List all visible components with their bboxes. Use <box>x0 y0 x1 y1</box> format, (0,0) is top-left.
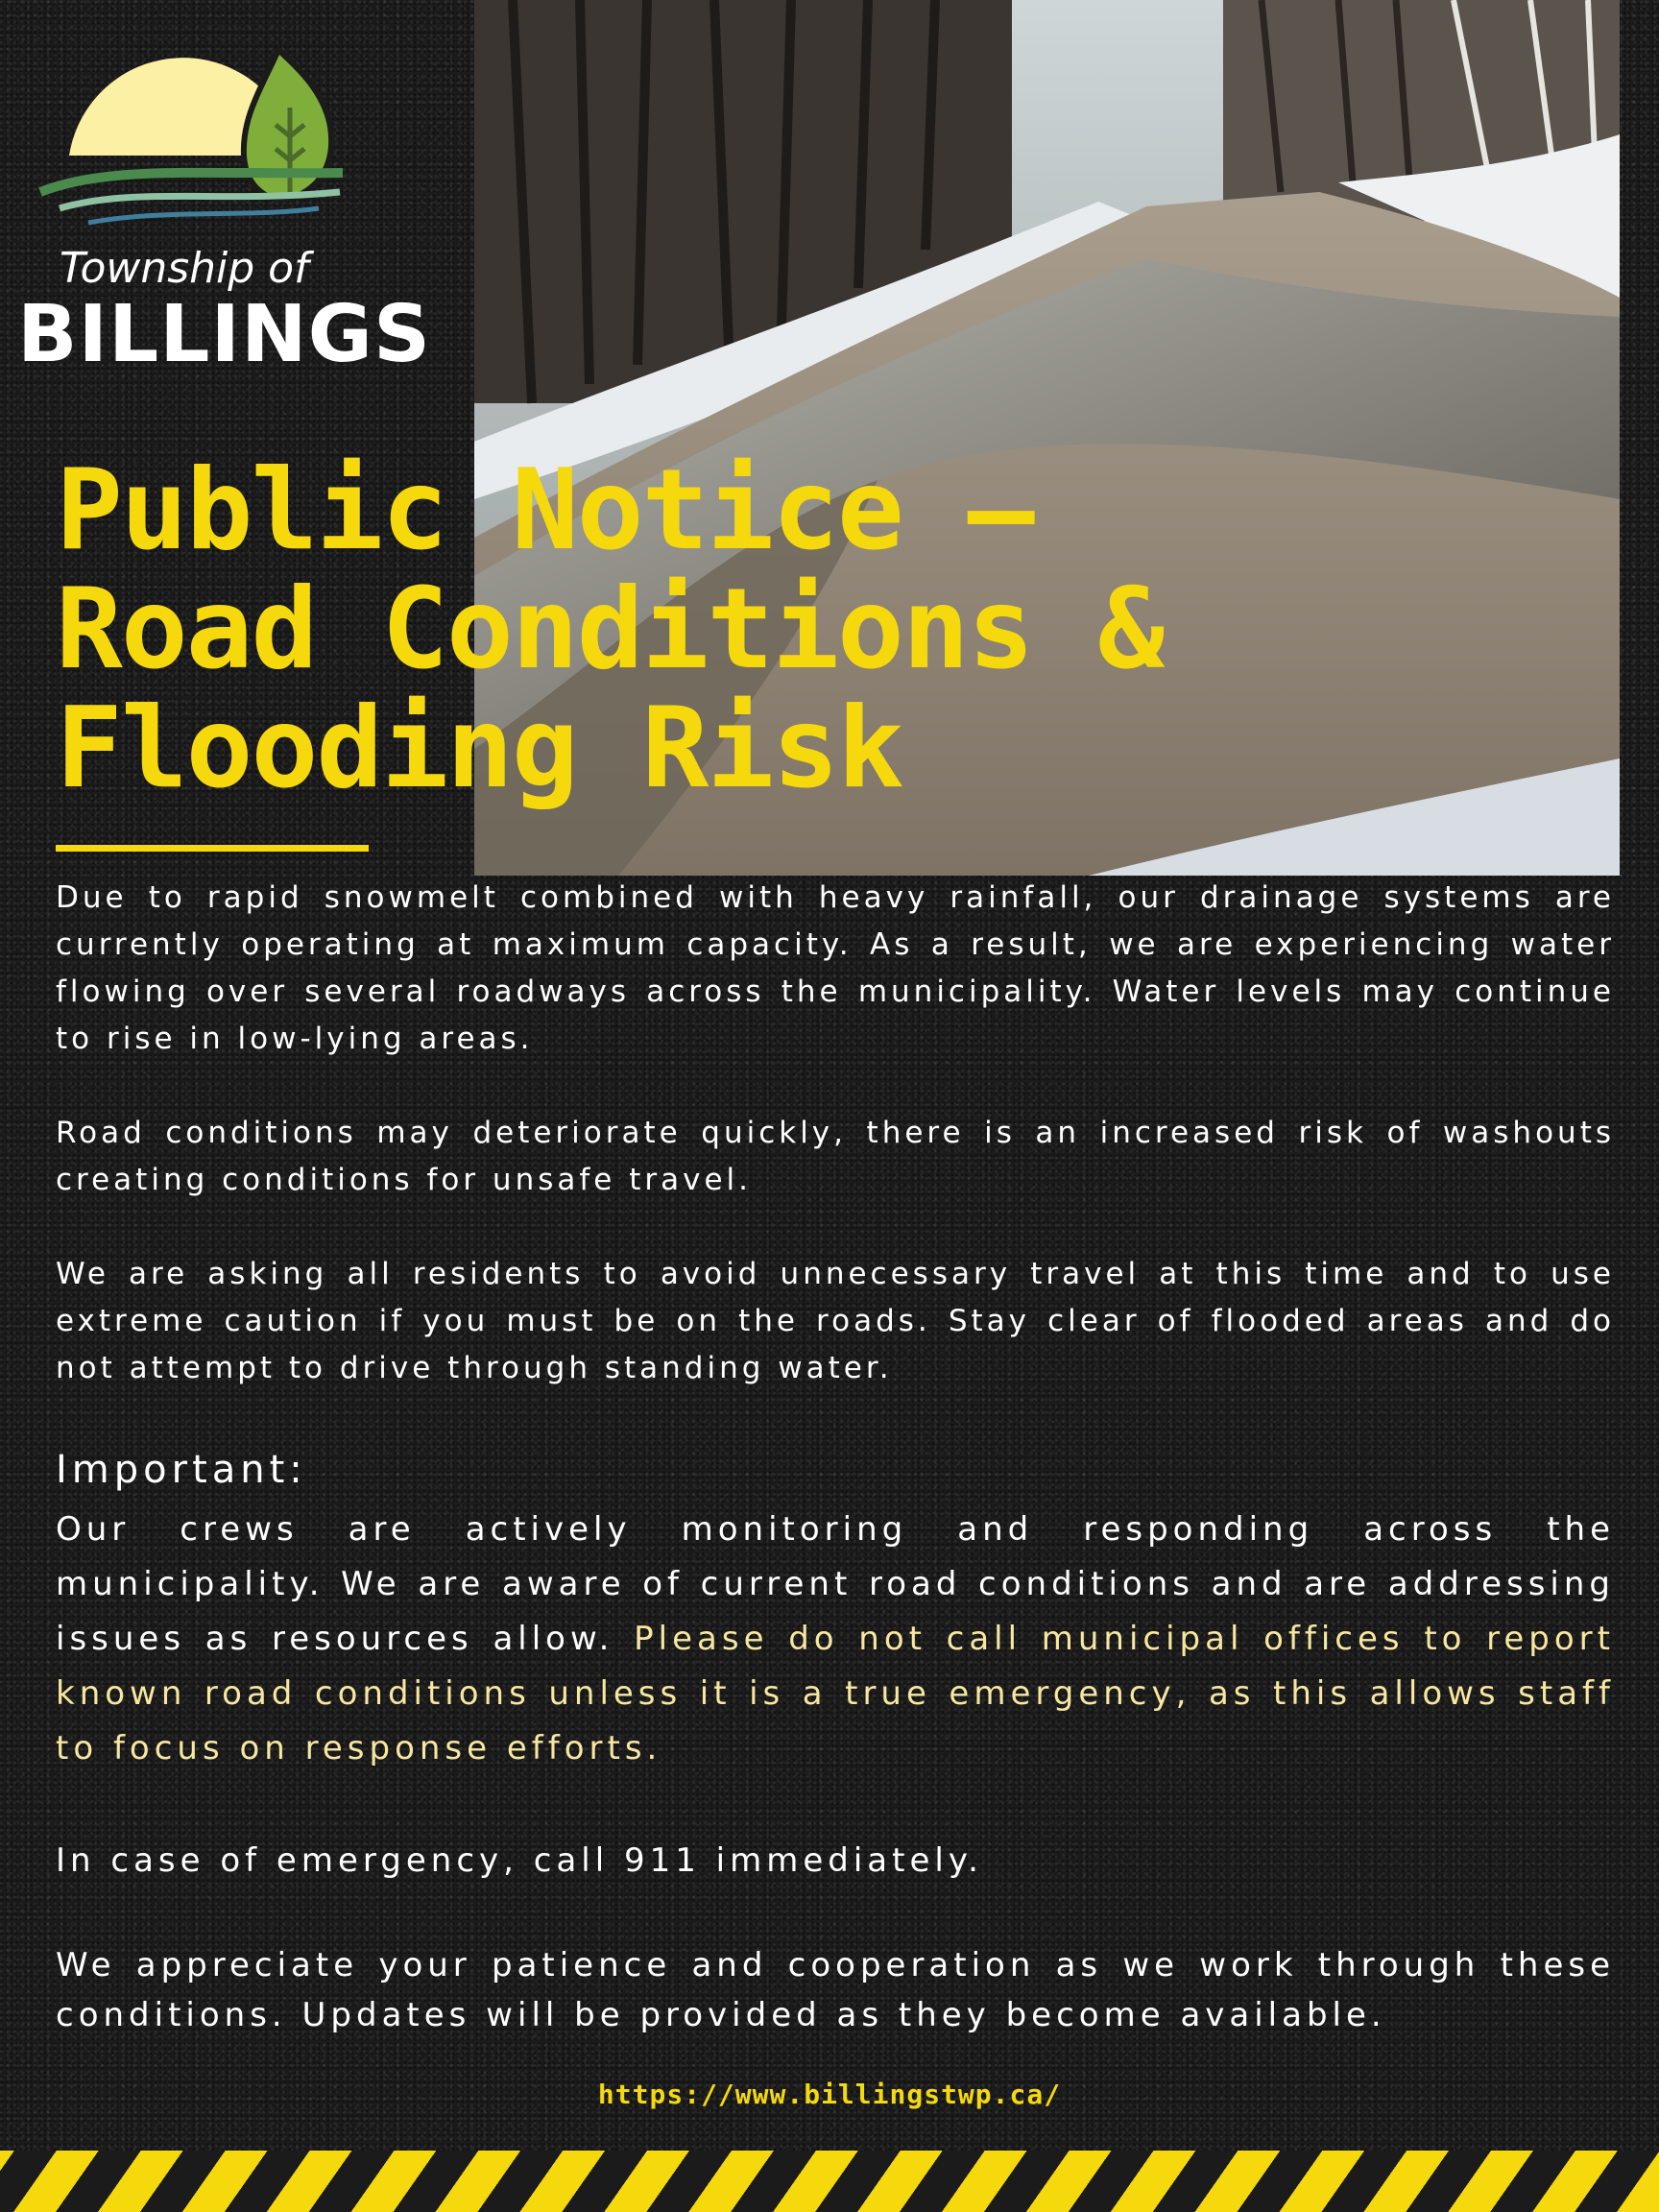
important-heading: Important: <box>56 1448 307 1492</box>
sun-leaf-icon <box>31 12 348 232</box>
paragraph-important <box>56 1503 1615 1776</box>
paragraph-road-conditions: Road conditions may deteriorate quickly, there is an increased risk of washouts creating conditions for unsafe travel. <box>56 1116 1615 1197</box>
township-logo <box>12 12 432 380</box>
important-highlight: Please do not call municipal offices to report known road conditions unless it is a true emergency, as this allows staff to focus on response efforts. <box>56 1620 1615 1767</box>
title-underline <box>56 845 369 852</box>
logo-billings: BILLINGS <box>17 289 432 380</box>
notice-title: Public Notice – Road Conditions & Flooding Risk <box>56 445 1164 813</box>
paragraph-emergency: In case of emergency, call 911 immediately. <box>56 1841 983 1880</box>
paragraph-closing: We appreciate your patience and cooperation as we work through these conditions. Updates will be provided as they become available. <box>56 1946 1615 2034</box>
hazard-stripes <box>0 2151 1659 2212</box>
paragraph-snowmelt: Due to rapid snowmelt combined with heavy rainfall, our drainage systems are currently operating at maximum capacity. As a result, we are experiencing water flowing over several roadways across the municipality. Water levels may continue to rise in low-lying areas. <box>56 880 1615 1056</box>
website-link[interactable]: https://www.billingstwp.ca/ <box>597 2079 1062 2110</box>
logo-township-of: Township of <box>60 244 309 293</box>
paragraph-avoid-travel: We are asking all residents to avoid unnecessary travel at this time and to use extreme caution if you must be on the roads. Stay clear of flooded areas and do not attempt to drive through standing water. <box>56 1257 1615 1385</box>
important-text: Our crews are actively monitoring and responding across the municipality. We are aware of current road conditions and are addressing issues as resources allow. <box>56 1510 1615 1658</box>
